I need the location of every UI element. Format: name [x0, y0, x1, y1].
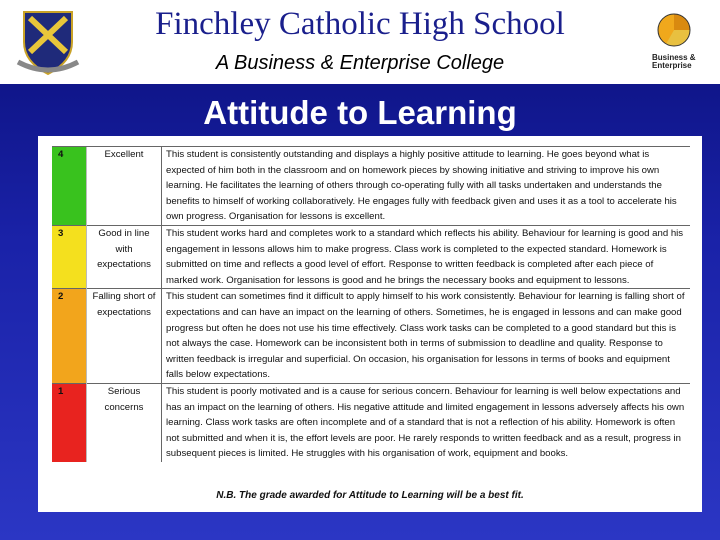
grade-label: Serious concerns: [87, 383, 162, 461]
grade-cell: 2: [52, 289, 87, 384]
rubric-row: [52, 383, 690, 461]
rubric-row: [52, 147, 690, 226]
grade-label: Falling short of expectations: [87, 289, 162, 384]
rubric-row: [52, 289, 690, 384]
rubric-table: [52, 146, 690, 462]
header: [0, 0, 720, 84]
best-fit-note: N.B. The grade awarded for Attitude to Learning will be a best fit.: [216, 490, 524, 501]
rubric-row: [52, 225, 690, 288]
grade-label: Excellent: [87, 147, 162, 226]
grade-description: This student works hard and completes work to a standard which reflects his ability. Behaviour for learning is good and his engagement in lessons allows him to make progress. Class work is completed to the expected standard. Homework is submitted on time and reflects a good level of effort. Response to written feedback is completed after each piece of marked work. Organisation for lessons is good and he brings the necessary books and equipment to lessons.: [162, 225, 691, 288]
logo-text: Business & Enterprise: [652, 53, 696, 70]
grade-cell: 4: [52, 147, 87, 226]
school-crest-icon: [16, 8, 80, 76]
grade-description: This student can sometimes find it difficult to apply himself to his work consistently. Behaviour for learning is falling short of expectations and can have an impact on the learning of others. Sometimes, he is engaged in lessons and can make good progress but often he does not use his time effectively. Class work tasks can be completed to a good standard but this is not always the case. Homework can be inconsistent both in terms of submission to deadline and quality. Response to written feedback is irregular and superficial. On occasion, his organisation for lessons in terms of books and equipment falls below expectations.: [162, 289, 691, 384]
slide-title: Attitude to Learning: [203, 94, 517, 131]
grade-description: This student is poorly motivated and is a cause for serious concern. Behaviour for learning is well below expectations and has an impact on the learning of others. His negative attitude and limited engagement in lessons adversely affects his own learning. Class work tasks are often incomplete and of a standard that is not a reflection of his ability. Homework is often not submitted and when it is, the effort levels are poor. He rarely responds to written feedback and as a result, progress in subsequent pieces is limited. He struggles with his organisation of work, equipment and books.: [162, 383, 691, 461]
grade-label: Good in line with expectations: [87, 225, 162, 288]
school-name: Finchley Catholic High School: [155, 6, 565, 42]
grade-description: This student is consistently outstanding and displays a highly positive attitude to learning. He goes beyond what is expected of him both in the classroom and on homework pieces by showing initiative and striving to improve his own learning. He facilitates the learning of others through co-operating fully with all tasks undertaken and understands the benefits to himself of working collaboratively. He engages fully with feedback given and uses it as a tool to accelerate his own progress. Organisation for lessons is excellent.: [162, 147, 691, 226]
grade-cell: 3: [52, 225, 87, 288]
rubric-sheet: [38, 136, 702, 512]
school-subtitle: A Business & Enterprise College: [215, 52, 505, 74]
grade-cell: 1: [52, 383, 87, 461]
